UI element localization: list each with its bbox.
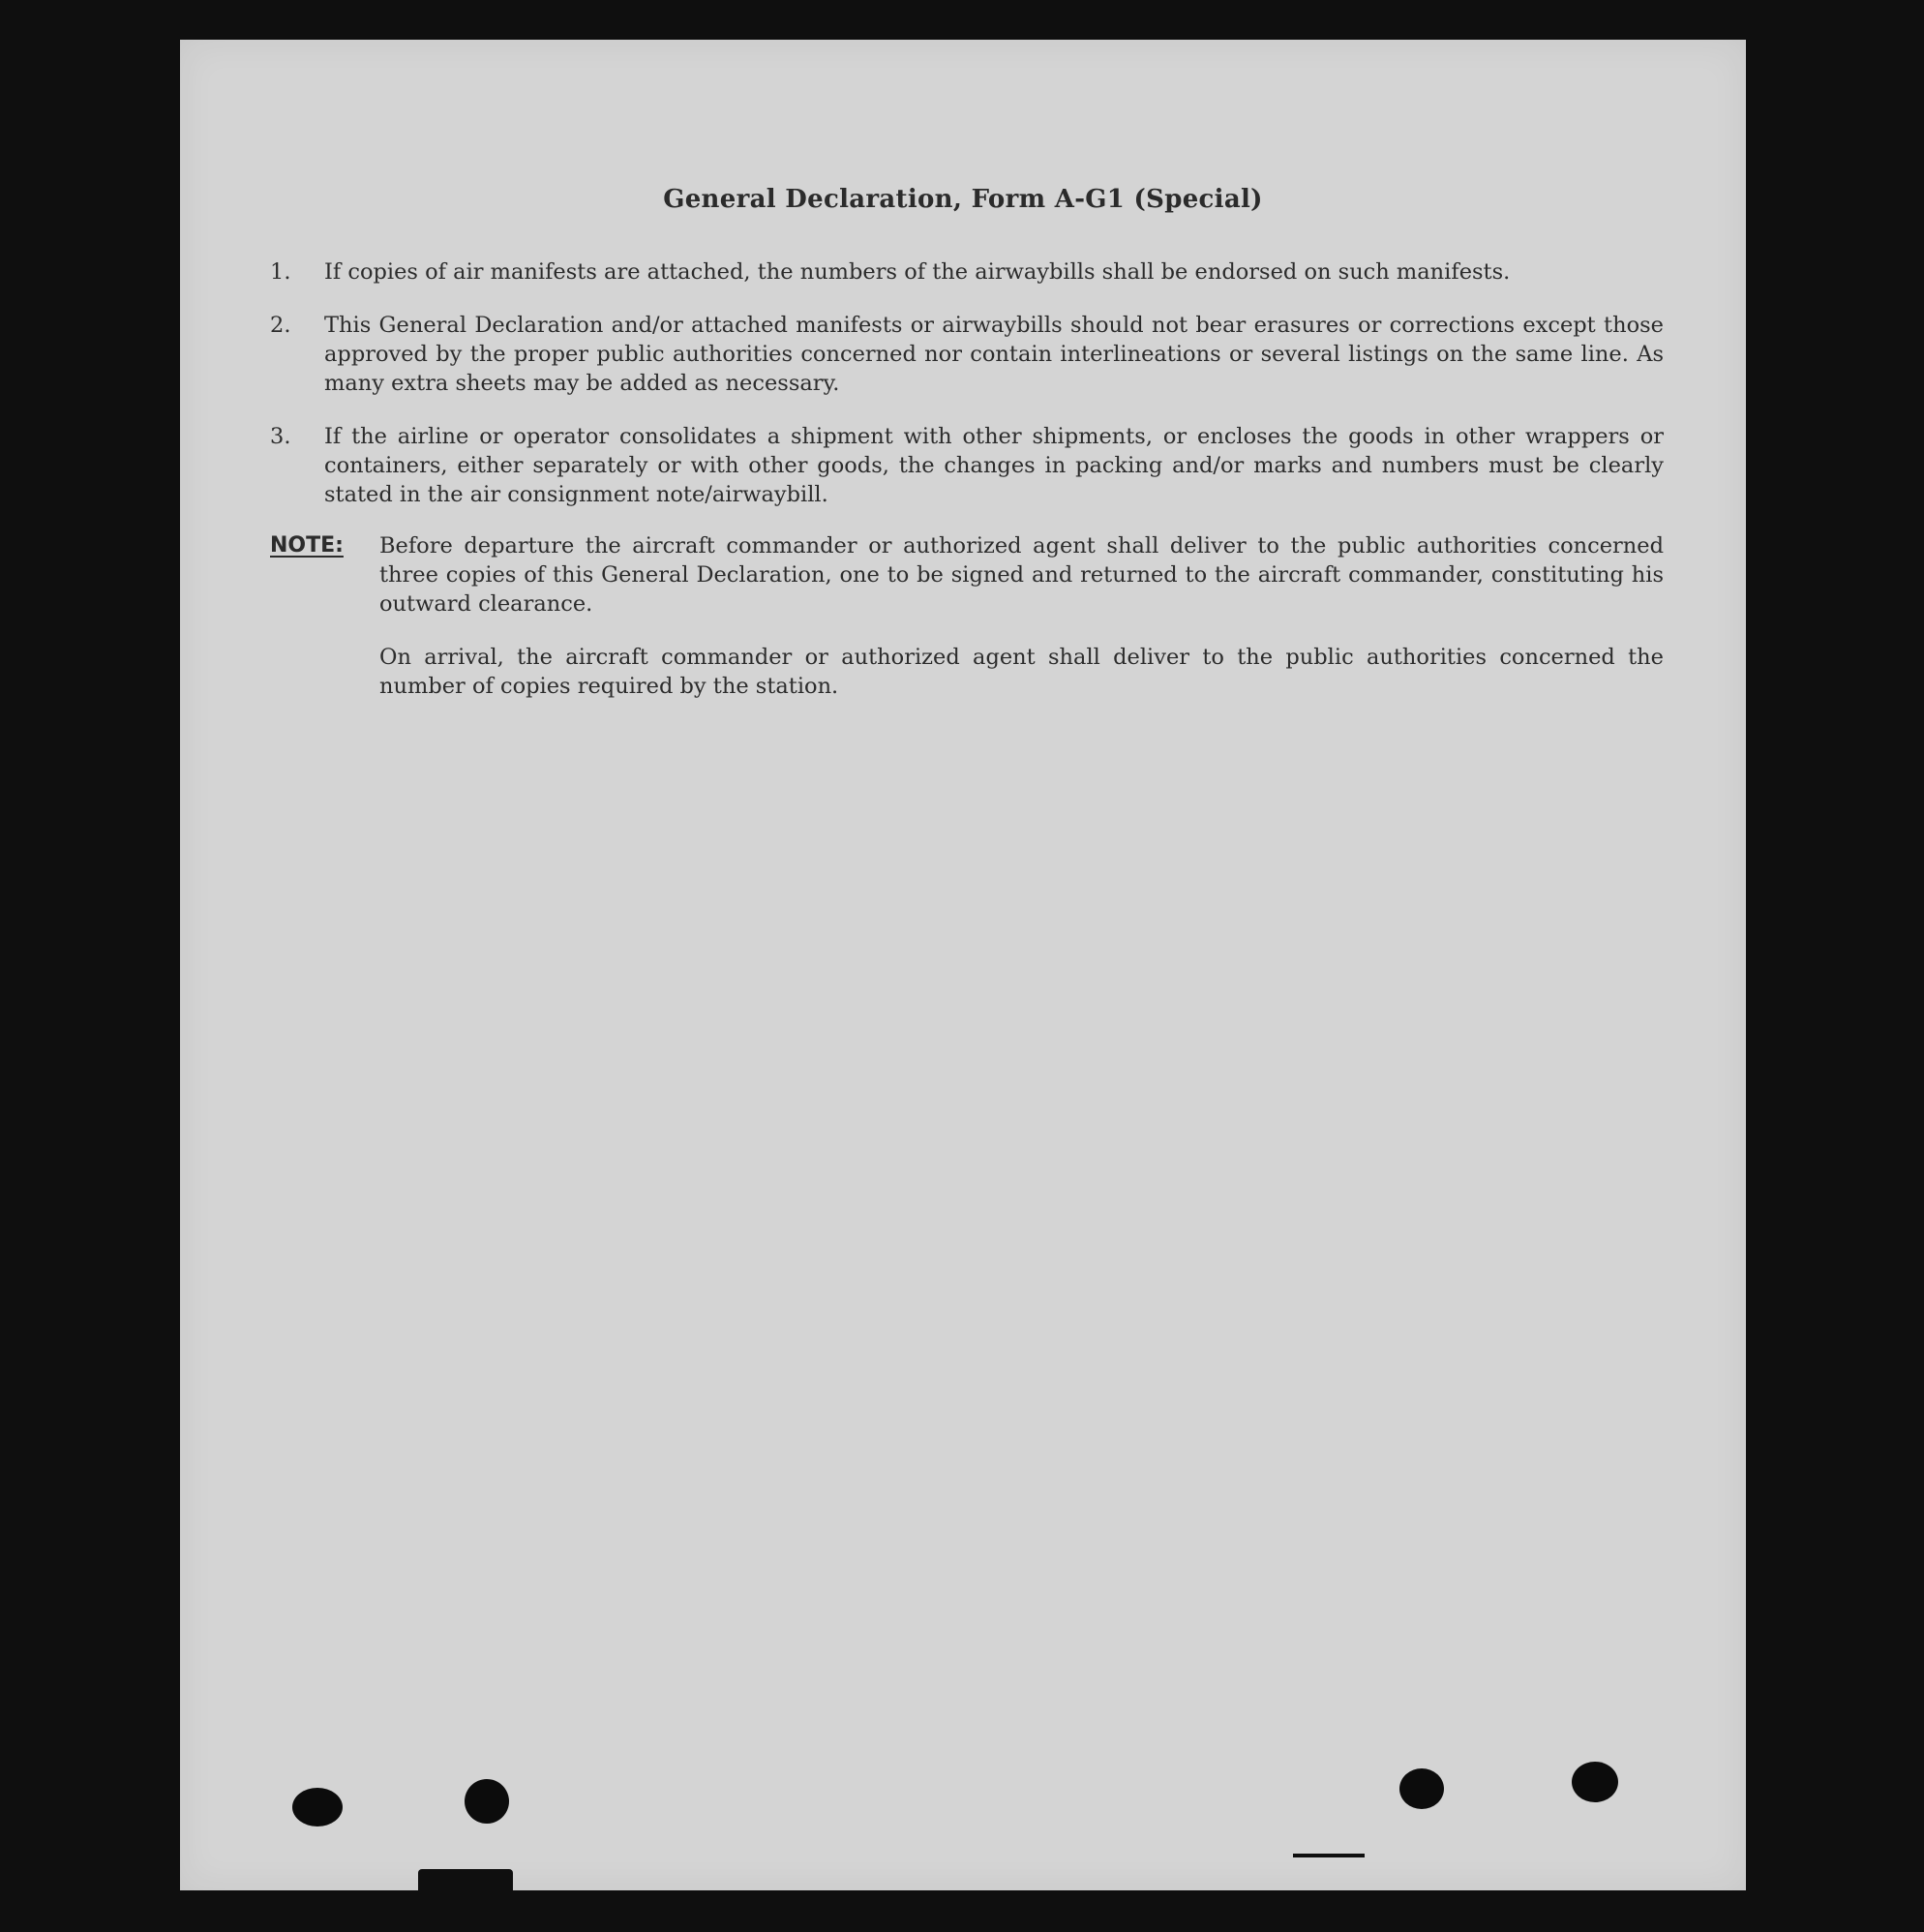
note-paragraph-arrival: On arrival, the aircraft commander or authorized agent shall deliver to the public authorities concerned the number of copies required by the station.	[379, 645, 1664, 699]
note-paragraph-departure: Before departure the aircraft commander or authorized agent shall deliver to the public authorities concerned three copies of this General Declaration, one to be signed and returned to the aircraft commander, constituting his outward clearance.	[379, 533, 1664, 617]
note-label: NOTE:	[270, 533, 344, 558]
binder-mark	[1293, 1854, 1365, 1857]
document-page	[180, 40, 1746, 1890]
item-text: If copies of air manifests are attached, the numbers of the airwaybills shall be endorsed on such manifests.	[324, 259, 1511, 285]
punch-hole	[292, 1788, 343, 1826]
item-text: This General Declaration and/or attached manifests or airwaybills should not bear erasures or corrections except those approved by the proper public authorities concerned nor contain interlineations or several listings on the same line. As many extra sheets may be added as necessary.	[324, 313, 1664, 396]
instructions-list	[270, 257, 1664, 725]
document-title: General Declaration, Form A-G1 (Special)	[663, 185, 1263, 214]
instruction-item-3	[270, 422, 1664, 509]
note-body	[379, 531, 1664, 725]
item-text: If the airline or operator consolidates a shipment with other shipments, or encloses the goods in other wrappers or containers, either separately or with other goods, the changes in packing and/or marks and numbers must be clearly stated in the air consignment note/airwaybill.	[324, 424, 1664, 507]
punch-hole	[1572, 1762, 1618, 1802]
item-number: 1.	[270, 259, 291, 285]
instruction-item-2	[270, 311, 1664, 398]
punch-hole	[1399, 1768, 1444, 1809]
item-number: 2.	[270, 313, 291, 338]
note-section	[270, 531, 1664, 725]
item-number: 3.	[270, 424, 291, 449]
binder-mark	[418, 1869, 513, 1890]
instruction-item-1	[270, 257, 1664, 287]
punch-hole	[465, 1779, 509, 1824]
